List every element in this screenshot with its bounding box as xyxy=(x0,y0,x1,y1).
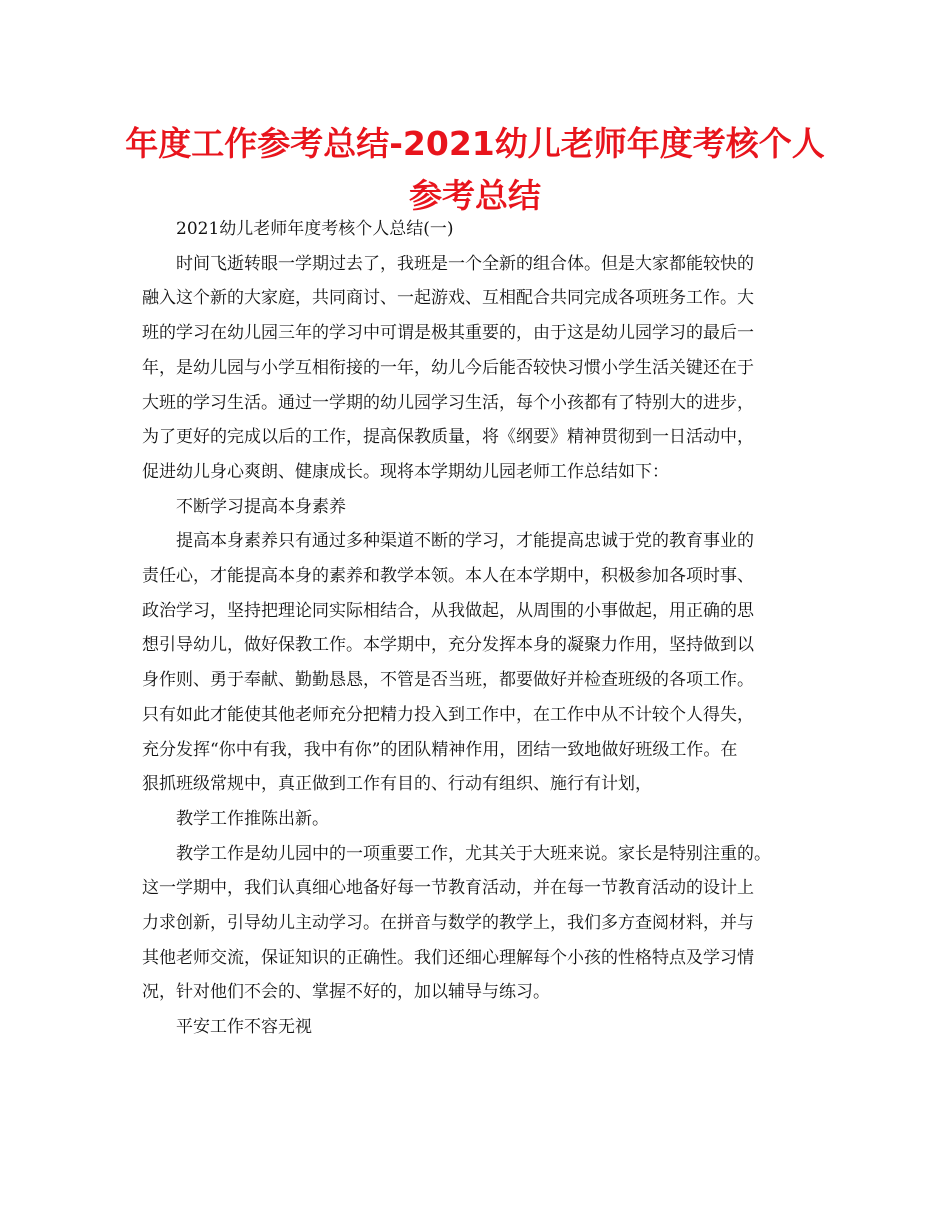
paragraph-line: 身作则、勇于奉献、勤勤恳恳，不管是否当班，都要做好并检查班级的各项工作。 xyxy=(142,670,754,691)
paragraph-line: 这一学期中，我们认真细心地备好每一节教育活动，并在每一节教育活动的设计上 xyxy=(142,878,754,899)
paragraph-line: 为了更好的完成以后的工作，提高保教质量，将《纲要》精神贯彻到一日活动中， xyxy=(142,427,754,448)
paragraph-line: 狠抓班级常规中，真正做到工作有目的、行动有组织、施行有计划， xyxy=(142,774,652,795)
paragraph-line: 促进幼儿身心爽朗、健康成长。现将本学期幼儿园老师工作总结如下： xyxy=(142,461,669,482)
paragraph-line: 充分发挥“你中有我，我中有你”的团队精神作用，团结一致地做好班级工作。在 xyxy=(142,739,738,760)
section-heading-3: 教学工作推陈出新。 xyxy=(176,808,329,829)
paragraph-line: 政治学习，坚持把理论同实际相结合，从我做起，从周围的小事做起，用正确的思 xyxy=(142,600,754,621)
title-line-2: 参考总结 xyxy=(409,176,541,215)
paragraph-line: 其他老师交流，保证知识的正确性。我们还细心理解每个小孩的性格特点及学习情 xyxy=(142,947,754,968)
section-heading-4: 平安工作不容无视 xyxy=(176,1017,312,1038)
paragraph-line: 况，针对他们不会的、掌握不好的，加以辅导与练习。 xyxy=(142,982,550,1003)
paragraph-line: 班的学习在幼儿园三年的学习中可谓是极其重要的，由于这是幼儿园学习的最后一 xyxy=(142,323,754,344)
paragraph-line: 只有如此才能使其他老师充分把精力投入到工作中，在工作中从不计较个人得失， xyxy=(142,704,754,725)
paragraph-line: 责任心，才能提高本身的素养和教学本领。本人在本学期中，积极参加各项时事、 xyxy=(142,566,754,587)
paragraph-line: 大班的学习生活。通过一学期的幼儿园学习生活，每个小孩都有了特别大的进步， xyxy=(142,392,754,413)
title-line-1: 年度工作参考总结-2021幼儿老师年度考核个人 xyxy=(125,124,825,163)
document-title xyxy=(120,118,830,222)
paragraph-line: 融入这个新的大家庭，共同商讨、一起游戏、互相配合共同完成各项班务工作。大 xyxy=(142,288,754,309)
paragraph-line: 想引导幼儿，做好保教工作。本学期中，充分发挥本身的凝聚力作用，坚持做到以 xyxy=(142,635,754,656)
section-heading-2: 不断学习提高本身素养 xyxy=(176,496,346,517)
paragraph-line: 时间飞逝转眼一学期过去了，我班是一个全新的组合体。但是大家都能较快的 xyxy=(176,253,754,274)
paragraph-line: 提高本身素养只有通过多种渠道不断的学习，才能提高忠诚于党的教育事业的 xyxy=(176,531,754,552)
document-body xyxy=(142,212,822,1045)
section-heading-1: 2021幼儿老师年度考核个人总结(一) xyxy=(176,219,454,239)
paragraph-line: 教学工作是幼儿园中的一项重要工作，尤其关于大班来说。家长是特别注重的。 xyxy=(176,843,771,864)
paragraph-line: 力求创新，引导幼儿主动学习。在拼音与数学的教学上，我们多方查阅材料，并与 xyxy=(142,913,754,934)
paragraph-line: 年，是幼儿园与小学互相衔接的一年，幼儿今后能否较快习惯小学生活关键还在于 xyxy=(142,357,754,378)
